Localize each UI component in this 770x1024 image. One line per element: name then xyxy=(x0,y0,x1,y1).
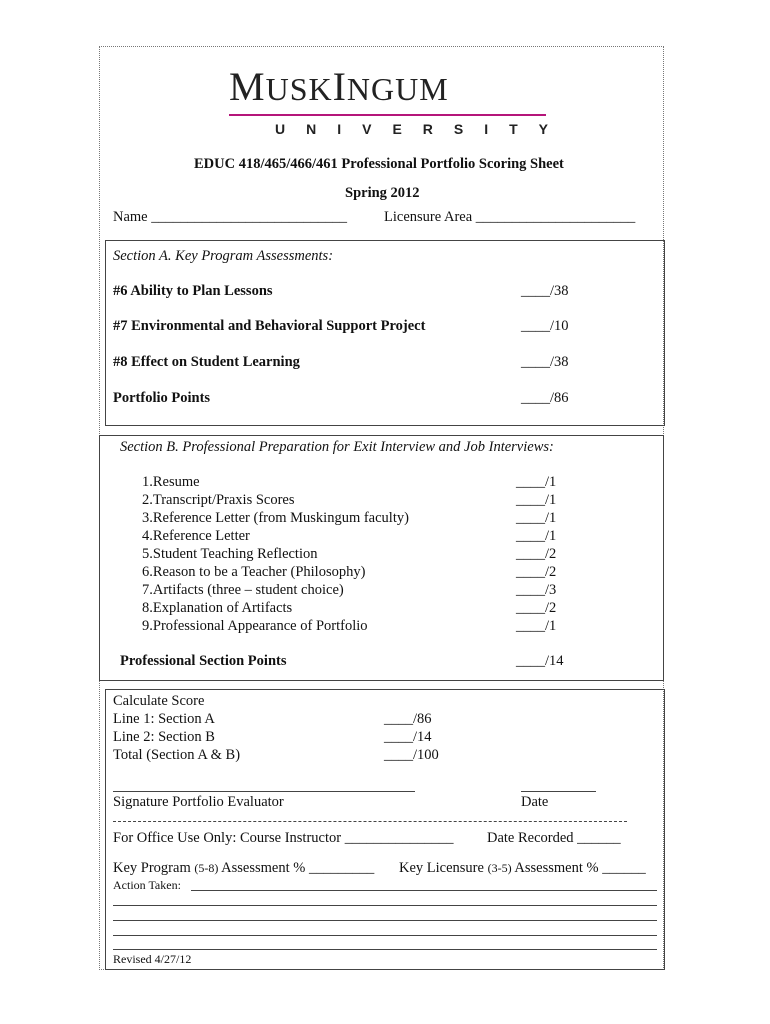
section-b-item-label: 7.Artifacts (three – student choice) xyxy=(142,582,344,598)
date-line[interactable] xyxy=(521,791,596,792)
portfolio-points-score[interactable]: ____/86 xyxy=(521,390,569,406)
action-taken-line[interactable] xyxy=(191,890,657,891)
logo-underline xyxy=(229,114,546,116)
section-a-item-score[interactable]: ____/10 xyxy=(521,318,569,334)
form-title: EDUC 418/465/466/461 Professional Portfolio Scoring Sheet xyxy=(194,156,564,172)
section-b-item-score[interactable]: ____/1 xyxy=(516,510,557,526)
section-b-item-score[interactable]: ____/1 xyxy=(516,618,557,634)
section-a-heading: Section A. Key Program Assessments: xyxy=(113,248,334,264)
section-b-heading: Section B. Professional Preparation for Exit Interview and Job Interviews: xyxy=(120,439,554,455)
section-b-item-score[interactable]: ____/1 xyxy=(516,492,557,508)
term-label: Spring 2012 xyxy=(345,185,420,201)
section-b-item-label: 9.Professional Appearance of Portfolio xyxy=(142,618,368,634)
logo-subtitle: UNIVERSITY xyxy=(275,121,570,137)
calc-row-label: Line 1: Section A xyxy=(113,711,215,727)
section-b-item-score[interactable]: ____/2 xyxy=(516,546,557,562)
section-a-item-score[interactable]: ____/38 xyxy=(521,354,569,370)
section-b-item-label: 6.Reason to be a Teacher (Philosophy) xyxy=(142,564,366,580)
calc-row-label: Total (Section A & B) xyxy=(113,747,241,763)
key-program-field[interactable]: Key Program (5-8) Assessment % _________ xyxy=(113,860,375,876)
section-b-item-score[interactable]: ____/3 xyxy=(516,582,557,598)
section-b-item-label: 3.Reference Letter (from Muskingum faculty) xyxy=(142,510,409,526)
section-b-item-label: 2.Transcript/Praxis Scores xyxy=(142,492,295,508)
signature-label: Signature Portfolio Evaluator xyxy=(113,794,284,810)
calc-row-label: Line 2: Section B xyxy=(113,729,215,745)
section-b-item-score[interactable]: ____/2 xyxy=(516,600,557,616)
portfolio-points-label: Portfolio Points xyxy=(113,390,211,406)
action-taken-line[interactable] xyxy=(113,905,657,906)
section-a-item-score[interactable]: ____/38 xyxy=(521,283,569,299)
action-taken-line[interactable] xyxy=(113,949,657,950)
section-b-item-label: 5.Student Teaching Reflection xyxy=(142,546,318,562)
section-b-item-score[interactable]: ____/1 xyxy=(516,528,557,544)
section-a-item-label: #7 Environmental and Behavioral Support Project xyxy=(113,318,426,334)
section-b-item-label: 8.Explanation of Artifacts xyxy=(142,600,293,616)
calc-row-score[interactable]: ____/100 xyxy=(384,747,439,763)
office-use-instructor-field[interactable]: For Office Use Only: Course Instructor _______________ xyxy=(113,830,454,846)
dashed-separator xyxy=(113,821,627,822)
section-b-item-label: 4.Reference Letter xyxy=(142,528,250,544)
professional-section-points-label: Professional Section Points xyxy=(120,653,287,669)
section-b-item-score[interactable]: ____/2 xyxy=(516,564,557,580)
section-a-item-label: #6 Ability to Plan Lessons xyxy=(113,283,273,299)
action-taken-label: Action Taken: xyxy=(113,878,181,892)
key-licensure-field[interactable]: Key Licensure (3-5) Assessment % ______ xyxy=(399,860,646,876)
revised-date: Revised 4/27/12 xyxy=(113,952,192,966)
university-logo: MUSKINGUM xyxy=(229,64,449,109)
professional-section-points-score[interactable]: ____/14 xyxy=(516,653,564,669)
licensure-area-field[interactable]: Licensure Area ______________________ xyxy=(384,209,636,225)
date-label: Date xyxy=(521,794,549,810)
signature-line[interactable] xyxy=(113,791,415,792)
section-b-item-score[interactable]: ____/1 xyxy=(516,474,557,490)
date-recorded-field[interactable]: Date Recorded ______ xyxy=(487,830,621,846)
section-a-item-label: #8 Effect on Student Learning xyxy=(113,354,300,370)
calculate-score-heading: Calculate Score xyxy=(113,693,205,709)
calc-row-score[interactable]: ____/86 xyxy=(384,711,432,727)
action-taken-line[interactable] xyxy=(113,935,657,936)
action-taken-line[interactable] xyxy=(113,920,657,921)
name-field[interactable]: Name ___________________________ xyxy=(113,209,347,225)
calc-row-score[interactable]: ____/14 xyxy=(384,729,432,745)
section-b-item-label: 1.Resume xyxy=(142,474,200,490)
